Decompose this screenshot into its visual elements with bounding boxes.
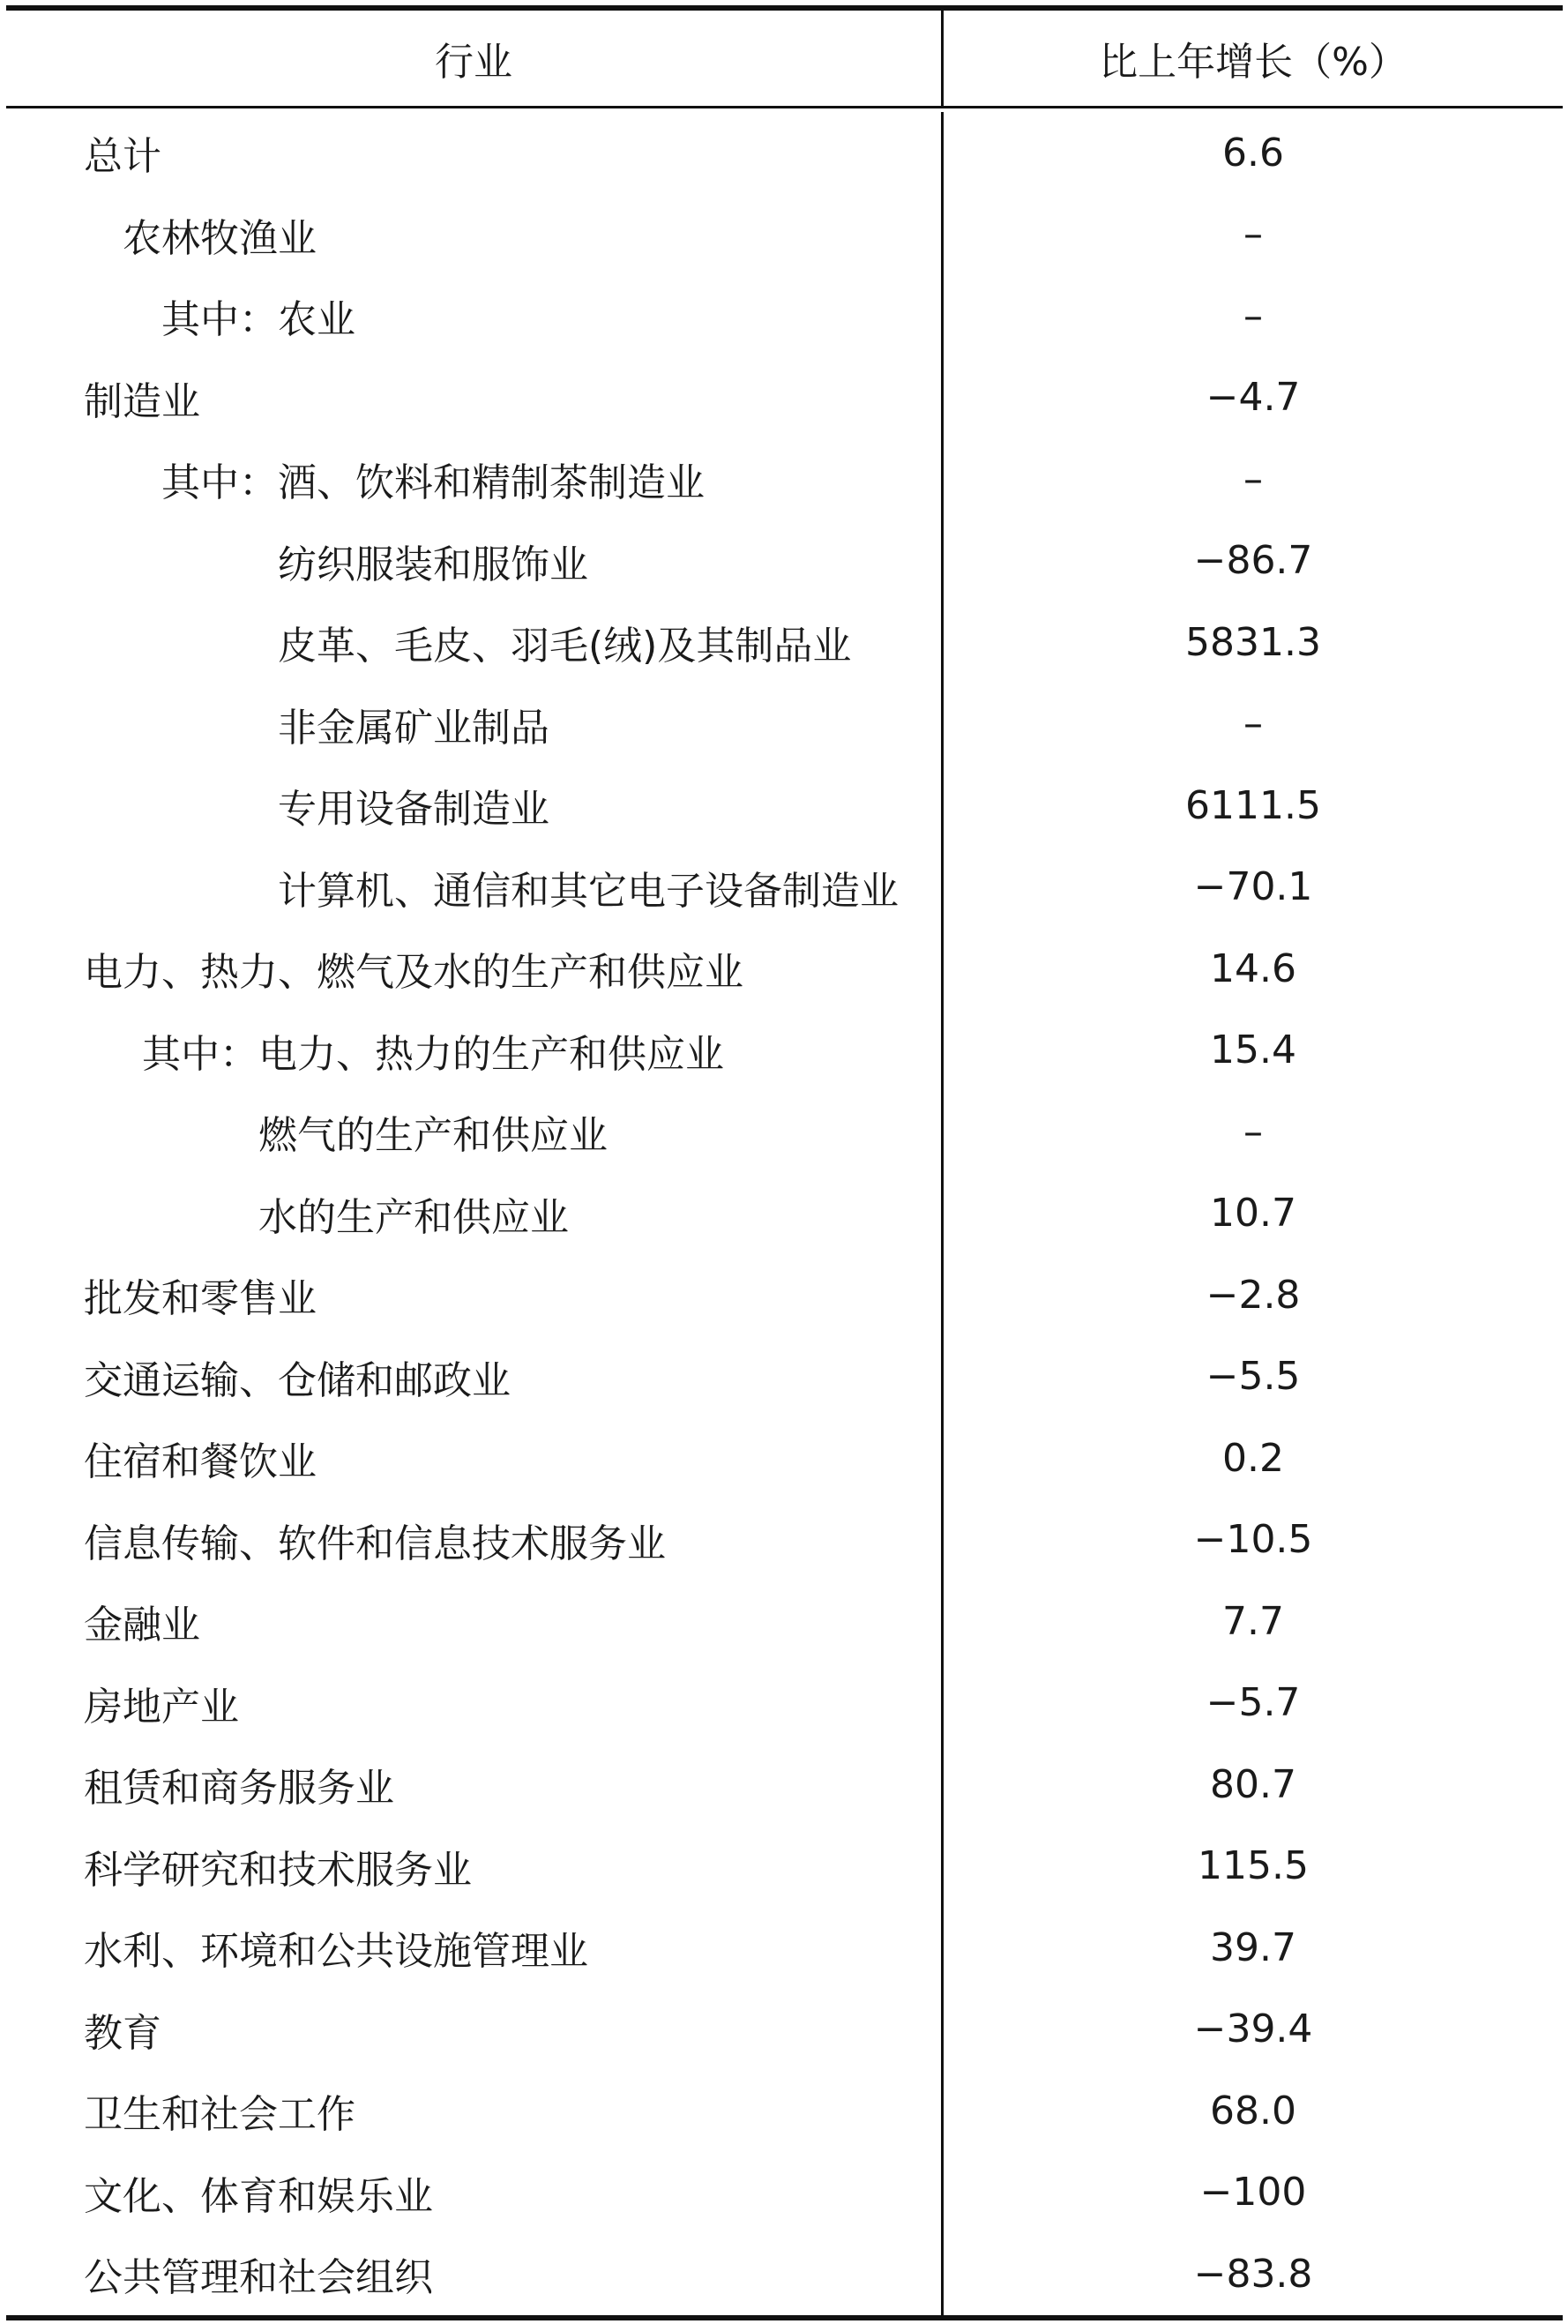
- industry-name: 其中：电力、热力的生产和供应业: [6, 1010, 944, 1092]
- table-row: [6, 2070, 1563, 2152]
- header-industry: 行业: [6, 11, 944, 106]
- growth-value: −4.7: [1206, 375, 1301, 421]
- table-row: [6, 602, 1563, 684]
- industry-name: 电力、热力、燃气及水的生产和供应业: [6, 928, 944, 1010]
- table-row: [6, 2233, 1563, 2315]
- table-row: [6, 520, 1563, 602]
- table-row: [6, 194, 1563, 276]
- growth-value: −83.8: [1193, 2251, 1313, 2297]
- industry-name: 非金属矿业制品: [6, 684, 944, 766]
- growth-value: −100: [1199, 2170, 1307, 2216]
- growth-value: −5.5: [1206, 1354, 1301, 1400]
- industry-name: 计算机、通信和其它电子设备制造业: [6, 847, 944, 929]
- growth-value: −5.7: [1206, 1680, 1301, 1726]
- industry-name: 信息传输、软件和信息技术服务业: [6, 1499, 944, 1581]
- growth-value: 6.6: [1222, 130, 1284, 176]
- growth-value: 5831.3: [1185, 619, 1321, 665]
- growth-value: 7.7: [1222, 1598, 1284, 1644]
- table-row: [6, 1091, 1563, 1173]
- industry-name: 房地产业: [6, 1663, 944, 1745]
- growth-value: –: [1243, 701, 1263, 747]
- table-row: [6, 2152, 1563, 2234]
- industry-name: 教育: [6, 1989, 944, 2071]
- growth-value: –: [1243, 1109, 1263, 1155]
- industry-name: 交通运输、仓储和邮政业: [6, 1336, 944, 1418]
- growth-value: −70.1: [1193, 864, 1313, 910]
- header-growth: 比上年增长（%）: [1099, 40, 1407, 85]
- industry-name: 水的生产和供应业: [6, 1173, 944, 1255]
- growth-value: 0.2: [1222, 1435, 1284, 1481]
- industry-name: 纺织服装和服饰业: [6, 520, 944, 602]
- table-body: [6, 108, 1563, 2315]
- table-row: [6, 112, 1563, 194]
- growth-value: 15.4: [1210, 1027, 1296, 1073]
- table-row: [6, 1907, 1563, 1989]
- growth-value: −86.7: [1193, 538, 1313, 584]
- table-row: [6, 847, 1563, 929]
- table-row: [6, 275, 1563, 357]
- table-row: [6, 765, 1563, 847]
- industry-growth-table: [6, 5, 1563, 2320]
- table-row: [6, 1417, 1563, 1499]
- table-row: [6, 1744, 1563, 1826]
- industry-name: 住宿和餐饮业: [6, 1417, 944, 1499]
- growth-value: −2.8: [1206, 1272, 1301, 1318]
- industry-name: 文化、体育和娱乐业: [6, 2152, 944, 2234]
- table-row: [6, 1663, 1563, 1745]
- industry-name: 其中：酒、饮料和精制茶制造业: [6, 438, 944, 520]
- table-row: [6, 1580, 1563, 1663]
- growth-value: 115.5: [1198, 1843, 1309, 1889]
- industry-name: 总计: [6, 112, 944, 194]
- industry-name: 专用设备制造业: [6, 765, 944, 847]
- table-row: [6, 357, 1563, 439]
- table-row: [6, 1254, 1563, 1336]
- table-row: [6, 1499, 1563, 1581]
- industry-name: 皮革、毛皮、羽毛(绒)及其制品业: [6, 602, 944, 684]
- growth-value: 10.7: [1210, 1191, 1296, 1237]
- industry-name: 公共管理和社会组织: [6, 2233, 944, 2315]
- growth-value: −39.4: [1193, 2006, 1313, 2052]
- growth-value: 68.0: [1210, 2088, 1296, 2133]
- growth-value: 80.7: [1210, 1761, 1296, 1807]
- table-header-row: [6, 11, 1563, 108]
- industry-name: 金融业: [6, 1580, 944, 1663]
- growth-value: –: [1243, 212, 1263, 258]
- table-row: [6, 438, 1563, 520]
- industry-name: 科学研究和技术服务业: [6, 1826, 944, 1908]
- table-row: [6, 928, 1563, 1010]
- growth-value: 6111.5: [1185, 782, 1321, 828]
- table-row: [6, 1010, 1563, 1092]
- industry-name: 批发和零售业: [6, 1254, 944, 1336]
- growth-value: –: [1243, 293, 1263, 339]
- industry-name: 其中：农业: [6, 275, 944, 357]
- table-row: [6, 1336, 1563, 1418]
- table-row: [6, 1173, 1563, 1255]
- industry-name: 租赁和商务服务业: [6, 1744, 944, 1826]
- growth-value: –: [1243, 456, 1263, 502]
- table-row: [6, 1989, 1563, 2071]
- growth-value: −10.5: [1193, 1517, 1313, 1563]
- growth-value: 39.7: [1210, 1924, 1296, 1970]
- industry-name: 卫生和社会工作: [6, 2070, 944, 2152]
- growth-value: 14.6: [1210, 945, 1296, 991]
- table-row: [6, 1826, 1563, 1908]
- industry-name: 燃气的生产和供应业: [6, 1091, 944, 1173]
- industry-name: 制造业: [6, 357, 944, 439]
- industry-name: 水利、环境和公共设施管理业: [6, 1907, 944, 1989]
- industry-name: 农林牧渔业: [6, 194, 944, 276]
- table-row: [6, 684, 1563, 766]
